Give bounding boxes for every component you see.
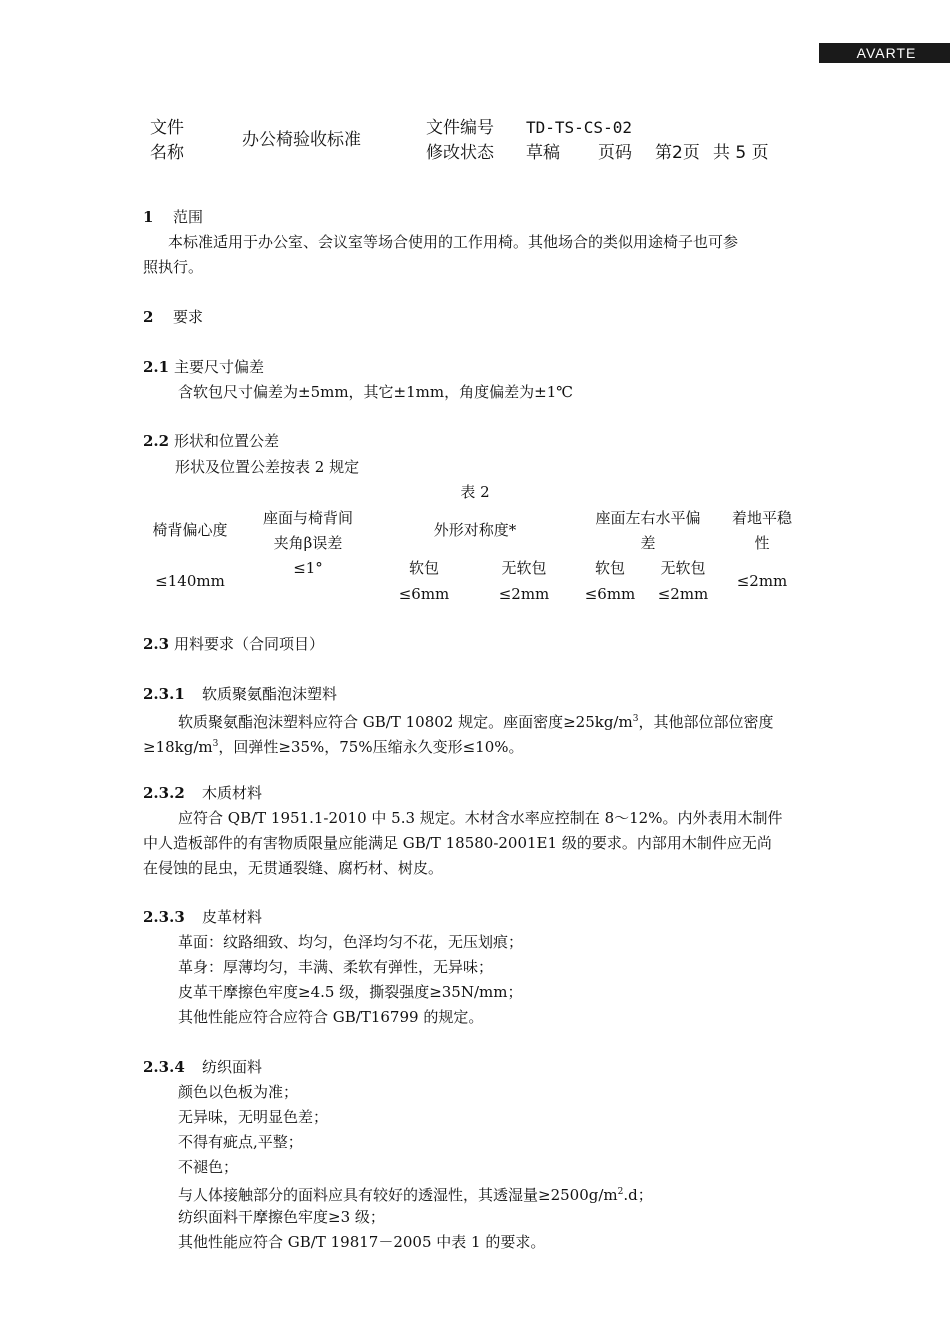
section-1-line1: 本标准适用于办公室、会议室等场合使用的工作用椅。其他场合的类似用途椅子也可参 — [168, 233, 739, 251]
doc-name-label-line1: 文件 — [150, 118, 184, 138]
table-cell-sym-hard-value: ≤2mm — [498, 585, 550, 603]
section-2-1-number: 2.1 — [143, 358, 170, 376]
section-2-3-2-line1: 应符合 QB/T 1951.1-2010 中 5.3 规定。木材含水率应控制在 8～12%。内外表用木制件 — [178, 809, 783, 827]
table-header-stability-line2: 性 — [754, 534, 770, 552]
section-2-3-2-line3: 在侵蚀的昆虫，无贯通裂缝、腐朽材、树皮。 — [143, 859, 444, 877]
section-2-3-3-line4: 其他性能应符合应符合 GB/T16799 的规定。 — [178, 1008, 484, 1026]
section-2-2-text: 形状及位置公差按表 2 规定 — [175, 458, 360, 476]
page-total: 共 5 页 — [713, 143, 769, 163]
section-2-3-1-line2: $\ge 18kg/m^3$，回弹性≥35%，75%压缩永久变形≤10%。 — [143, 738, 524, 756]
table-cell-sym-soft-value: ≤6mm — [398, 585, 450, 603]
table-header-level-line2: 差 — [640, 534, 656, 552]
section-2-3-4-line5: 与人体接触部分的面料应具有较好的透湿性，其透湿量$\ge 2500g/m^2.d$； — [178, 1186, 653, 1204]
table-caption: 表 2 — [460, 483, 490, 501]
section-2-3-4-line4: 不褪色； — [178, 1158, 239, 1176]
section-2-number: 2 — [143, 308, 154, 326]
section-2-3-4-line7: 其他性能应符合 GB/T 19817－2005 中表 1 的要求。 — [178, 1233, 546, 1251]
table-header-eccentricity: 椅背偏心度 — [152, 521, 228, 539]
status-value: 草稿 — [526, 143, 560, 163]
table-cell-stability: ≤2mm — [736, 572, 788, 590]
section-1-line2: 照执行。 — [143, 258, 204, 276]
section-2-1-text: 含软包尺寸偏差为±5mm，其它±1mm，角度偏差为±1℃ — [178, 383, 574, 401]
section-2-3-4-title: 纺织面料 — [202, 1058, 263, 1076]
table-cell-level-soft-value: ≤6mm — [584, 585, 636, 603]
page-label: 页码 — [598, 143, 632, 163]
section-2-3-title: 用料要求（合同项目） — [174, 635, 325, 653]
section-2-3-4-number: 2.3.4 — [143, 1058, 185, 1076]
section-1-number: 1 — [143, 208, 154, 226]
doc-name: 办公椅验收标准 — [242, 130, 361, 150]
table-header-level-line1: 座面左右水平偏 — [595, 509, 701, 527]
table-cell-sym-soft-label: 软包 — [408, 559, 439, 577]
table-cell-level-hard-label: 无软包 — [660, 559, 706, 577]
doc-no-label: 文件编号 — [426, 118, 494, 138]
doc-no: TD-TS-CS-02 — [526, 118, 632, 137]
section-2-3-3-number: 2.3.3 — [143, 908, 185, 926]
section-2-3-1-number: 2.3.1 — [143, 685, 185, 703]
status-label: 修改状态 — [426, 143, 494, 163]
table-header-angle-line1: 座面与椅背间 — [262, 509, 353, 527]
section-2-3-number: 2.3 — [143, 635, 170, 653]
section-2-3-3-title: 皮革材料 — [202, 908, 263, 926]
section-2-3-1-title: 软质聚氨酯泡沫塑料 — [202, 685, 338, 703]
section-1-title: 范围 — [173, 208, 204, 226]
table-cell-eccentricity: ≤140mm — [155, 572, 225, 590]
doc-name-label-line2: 名称 — [150, 143, 184, 163]
section-2-3-4-line2: 无异味，无明显色差； — [178, 1108, 329, 1126]
section-2-3-4-line6: 纺织面料干摩擦色牢度≥3 级； — [178, 1208, 385, 1226]
section-2-2-title: 形状和位置公差 — [174, 432, 280, 450]
section-2-1-title: 主要尺寸偏差 — [174, 358, 265, 376]
section-2-3-4-line1: 颜色以色板为准； — [178, 1083, 299, 1101]
table-cell-level-hard-value: ≤2mm — [657, 585, 709, 603]
section-2-3-2-number: 2.3.2 — [143, 784, 185, 802]
section-2-3-3-line2: 革身：厚薄均匀，丰满、柔软有弹性，无异味； — [178, 958, 494, 976]
section-2-3-3-line3: 皮革干摩擦色牢度≥4.5 级，撕裂强度≥35N/mm； — [178, 983, 523, 1001]
section-2-3-3-line1: 革面：纹路细致、均匀，色泽均匀不花，无压划痕； — [178, 933, 524, 951]
table-header-stability-line1: 着地平稳 — [731, 509, 792, 527]
section-2-3-2-title: 木质材料 — [202, 784, 263, 802]
brand-logo: AVARTE — [819, 43, 950, 63]
table-cell-angle: ≤1° — [293, 559, 323, 577]
table-header-angle-line2: 夹角β误差 — [273, 534, 343, 552]
table-header-symmetry: 外形对称度* — [433, 521, 517, 539]
section-2-title: 要求 — [173, 308, 204, 326]
page-current: 第2页 — [655, 143, 700, 163]
section-2-2-number: 2.2 — [143, 432, 170, 450]
table-cell-sym-hard-label: 无软包 — [501, 559, 547, 577]
section-2-3-1-line1: 软质聚氨酯泡沫塑料应符合 GB/T 10802 规定。座面密度$\ge 25kg/m^3$，其他部位部位密度 — [178, 713, 774, 731]
section-2-3-2-line2: 中人造板部件的有害物质限量应能满足 GB/T 18580-2001E1 级的要求。内部用木制件应无尚 — [143, 834, 772, 852]
section-2-3-4-line3: 不得有疵点,平整； — [178, 1133, 303, 1151]
table-cell-level-soft-label: 软包 — [594, 559, 625, 577]
